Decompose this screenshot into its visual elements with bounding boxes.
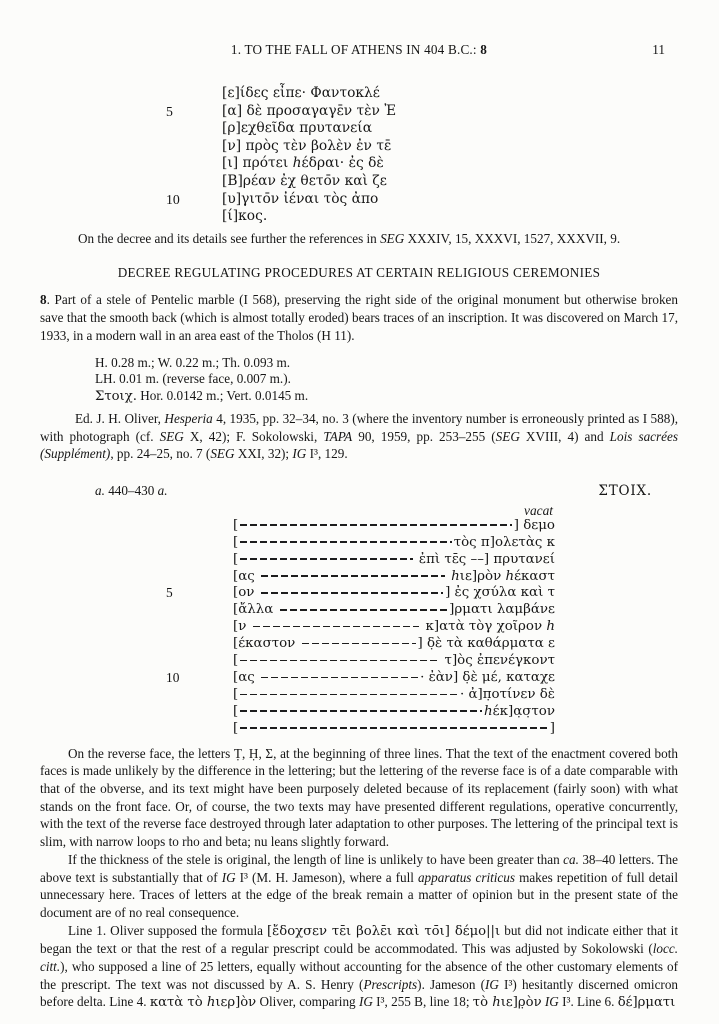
commentary-paragraph	[40, 851, 678, 922]
lacuna-dashes	[240, 524, 512, 526]
lacuna-open: [ας	[233, 669, 260, 685]
text-segment: ). Jameson (	[417, 976, 485, 992]
inscription-line	[166, 670, 678, 687]
line-number	[166, 518, 233, 535]
lacuna-open: [ας	[233, 568, 260, 584]
preserved-text: τὸς π]ολετὰς κ	[453, 534, 555, 550]
text-segment: XVIII, 4) and	[519, 428, 610, 444]
lacuna-dashes	[280, 609, 448, 611]
inscription-text	[233, 585, 555, 602]
inscription-line	[166, 518, 678, 535]
text-segment: 8	[40, 292, 47, 308]
text-segment: 90, 1959, pp. 253–255 (	[352, 428, 496, 444]
inscription-block-a	[166, 85, 678, 226]
lacuna-dashes	[240, 710, 482, 712]
text-segment: Lois sacrées (Supplément)	[40, 428, 678, 462]
text-segment: SEG	[159, 428, 184, 444]
text-segment: Hor. 0.0142 m.; Vert. 0.0145 m.	[136, 387, 309, 403]
line-number: 5	[166, 103, 173, 119]
lacuna-open: [	[233, 534, 239, 550]
line-number: 5	[166, 585, 173, 601]
text-segment: I³. Line 6.	[558, 994, 618, 1010]
line-number	[166, 653, 233, 670]
text-segment: IG	[358, 994, 373, 1010]
text-segment: Hesperia	[164, 411, 213, 427]
inscription-line	[166, 721, 678, 738]
text-segment: Oliver, comparing	[256, 994, 359, 1010]
text-segment: IG	[544, 994, 559, 1010]
inscription-text	[233, 653, 555, 670]
page-number: 11	[652, 42, 665, 57]
lacuna-dashes	[261, 592, 443, 594]
inscription-text	[233, 569, 555, 586]
editions-paragraph	[40, 410, 678, 463]
text-segment: 440–430	[104, 482, 158, 498]
text-segment: Στοιχ.	[95, 388, 137, 404]
text-segment: XXI, 32);	[234, 446, 293, 462]
preserved-text: ] δ̣ὲ τὰ καθάρματα ε	[417, 636, 555, 652]
preserved-text: ]	[549, 720, 555, 736]
lacuna-open: [	[233, 653, 239, 669]
inscription-line	[166, 173, 678, 191]
inscription-text	[233, 602, 555, 619]
text-segment: makes repetition of full detail unnecessary here. Traces of letters at the edge of the break remain a matter of opinion but in the present state of the document are of no real consequence.	[40, 869, 679, 920]
text-segment: I³) hesitantly discerned omicron before delta. Line 4.	[40, 976, 679, 1010]
reference-paragraph	[40, 230, 678, 248]
text-segment: On the decree and its details see further the references in	[78, 230, 381, 246]
text-segment: 4, 1935, pp. 32–34, no. 3 (where the inventory number is erroneously printed as I 588), with photograph (cf.	[40, 411, 679, 444]
text-segment: δέ]ρματι	[617, 995, 676, 1011]
line-number: 10	[166, 669, 180, 685]
text-segment: IG	[292, 446, 307, 462]
inscription-block-b	[166, 503, 678, 738]
measurement-line	[95, 371, 678, 387]
preserved-text: ] δεμο	[513, 517, 555, 533]
inscription-line	[166, 103, 678, 121]
measurement-line	[95, 388, 678, 405]
lacuna-dashes	[240, 727, 548, 729]
text-segment: Line 1. Oliver supposed the formula	[68, 922, 268, 938]
date-line	[40, 483, 678, 500]
inscription-text	[233, 704, 555, 721]
measurement-line	[95, 355, 678, 371]
line-number	[166, 85, 222, 103]
text-segment: I³ (M. H. Jameson), where a full	[235, 869, 418, 885]
line-number: 10	[166, 191, 180, 207]
lacuna-open: [	[233, 720, 239, 736]
lacuna-open: [	[233, 703, 239, 719]
section-heading: DECREE REGULATING PROCEDURES AT CERTAIN RELIGIOUS CEREMONIES	[117, 265, 601, 281]
inscription-line	[166, 138, 678, 156]
inscription-text	[233, 687, 555, 704]
inscription-line	[166, 569, 678, 586]
inscription-text	[233, 636, 555, 653]
preserved-text: · ἀ]π̣οτίνεν δὲ	[459, 686, 555, 702]
text-segment: On the reverse face, the letters Ṭ, Ḥ, Σ, at the beginning of three lines. That the text of the enactment covered both faces is made unlikely by the difference in the lettering; but the lettering of the reverse face is of a date comparable with that of the obverse, and its text might have been purposely deleted because of its replacement (fairly soon) with what stands on the front face. Or, of course, the two texts may have presented different regulations, operative concurrently, with the text of the reverse face destroyed through later adaptation to other purposes. The lettering of the principal text is slim, with narrow loops to rho and beta; nu leans slightly forward.	[40, 745, 678, 850]
text-segment: TAPA	[323, 428, 353, 444]
inscription-text: [ί]κος.	[222, 208, 268, 225]
preserved-text: · ἐὰν] δ̣ὲ μέ, καταχε	[420, 669, 555, 685]
text-segment: apparatus criticus	[417, 869, 516, 885]
lacuna-open: [	[233, 517, 239, 533]
text-segment: SEG	[210, 446, 235, 462]
text-segment: ), who supposed a line of 25 letters, equally without accounting for the absence of the other customary elements of the prescript. The text was not discussed by A. S. Henry (	[40, 959, 678, 992]
preserved-text: hιε]ρὸν hέκαστ	[451, 568, 555, 584]
line-number	[166, 208, 222, 226]
line-number	[166, 569, 233, 586]
text-segment: 38–40 letters. The above text is substantially that of	[40, 851, 678, 885]
text-segment: but did not indicate either that it began the text or that the rest of a regular prescript could be accommodated. This was adjusted by Sokolowski (	[40, 922, 678, 957]
inscription-line	[166, 535, 678, 552]
text-segment: Prescripts	[363, 976, 418, 992]
lacuna-dashes	[261, 575, 445, 577]
lacuna-dashes	[240, 541, 451, 543]
commentary-paragraph	[40, 922, 678, 1013]
text-segment: Ed. J. H. Oliver,	[75, 411, 165, 427]
preserved-text: hέκ]α̣σ̣τον	[484, 703, 555, 719]
inscription-line	[166, 602, 678, 619]
text-segment: κατὰ τὸ hιερ]ὸν	[149, 995, 257, 1011]
commentary	[40, 745, 678, 1013]
line-number	[166, 535, 233, 552]
inscription-text	[233, 619, 555, 636]
text-segment: [ἔδοχσεν τε̄ι βολε̄ι καὶ το̄ι] δέμο||ι	[267, 923, 501, 939]
inscription-text: [α] δὲ προσαγαγε̄ν τὲν Ἐ	[222, 102, 397, 119]
lacuna-dashes	[253, 626, 420, 628]
text-segment: . Part of a stele of Pentelic marble (I 568), preserving the right side of the original monument but otherwise broken save that the smooth back (which is almost totally eroded) bears traces of an inscription. It was discovered on March 17, 1933, in a modern wall in an area east of the Tholos (H 11).	[40, 292, 678, 343]
inscription-text	[233, 721, 555, 738]
inscription-text	[233, 552, 555, 569]
text-segment: τὸ hιε]ρ̣ὸν	[472, 995, 542, 1011]
running-head-item-number: 8	[480, 42, 488, 57]
text-segment: SEG	[380, 230, 405, 246]
inscription-line	[166, 155, 678, 173]
commentary-paragraph	[40, 745, 678, 851]
text-segment: H. 0.28 m.; W. 0.22 m.; Th. 0.093 m.	[95, 355, 291, 371]
running-head	[40, 42, 678, 58]
text-segment: X, 42); F. Sokolowski,	[183, 428, 324, 444]
lacuna-dashes	[240, 558, 412, 560]
inscription-line	[166, 653, 678, 670]
inscription-text	[233, 518, 555, 535]
line-number	[166, 138, 222, 156]
text-segment: locc. citt.	[40, 941, 678, 975]
inscription-line	[166, 619, 678, 636]
running-head-text: 1. TO THE FALL OF ATHENS IN 404 B.C.:	[230, 42, 481, 57]
line-number	[166, 155, 222, 173]
line-number	[166, 173, 222, 191]
lacuna-open: [ον	[233, 585, 259, 601]
preserved-text: ἐπὶ τε̄ς ––] πρυτανεί	[414, 551, 555, 567]
line-number	[166, 602, 233, 619]
text-segment: LH. 0.01 m. (reverse face, 0.007 m.).	[95, 371, 291, 387]
text-segment: ca.	[563, 851, 579, 867]
lacuna-open: [έκαστον	[233, 636, 300, 652]
text-segment: , pp. 24–25, no. 7 (	[110, 446, 211, 462]
text-segment: IG	[221, 869, 236, 885]
inscription-lines	[166, 518, 678, 738]
text-segment: I³, 255 B, line 18;	[372, 994, 473, 1010]
preserved-text: κ]ατὰ τὸγ χοῖρον h	[421, 619, 555, 635]
inscription-line	[166, 191, 678, 209]
inscription-text: [ι] πρότει hέδραι· ἐς δὲ	[222, 155, 384, 172]
inscription-text: [ρ]εχθεῖδα πρυτανεία	[222, 120, 373, 137]
text-segment: IG	[484, 976, 499, 992]
inscription-text: [υ]γιτο̄ν ἰέναι τὸς ἀπο	[222, 190, 379, 207]
line-number	[166, 721, 233, 738]
text-segment: If the thickness of the stele is original, the length of line is unlikely to have been greater than	[68, 851, 564, 867]
lacuna-open: [ἄλλα	[233, 602, 278, 618]
line-number	[166, 619, 233, 636]
text-segment: I³, 129.	[306, 446, 348, 462]
measurements-block	[95, 355, 678, 405]
inscription-text	[233, 670, 555, 687]
text-segment: a.	[95, 482, 105, 498]
inscription-line	[166, 687, 678, 704]
inscription-text: [ν] πρὸς τὲν βολὲν ἐν τε̄	[222, 137, 392, 154]
text-segment: a.	[157, 482, 168, 498]
date-range	[95, 483, 168, 500]
lacuna-open: [ν	[233, 619, 251, 635]
vacat-label: vacat	[524, 502, 553, 518]
inscription-line	[166, 120, 678, 138]
lacuna-open: [	[233, 551, 239, 567]
inscription-line	[166, 552, 678, 569]
inscription-line	[166, 85, 678, 103]
inscription-line	[166, 585, 678, 602]
lacuna-dashes	[240, 660, 438, 662]
inscription-line	[166, 704, 678, 721]
inscription-line	[166, 636, 678, 653]
line-number	[166, 704, 233, 721]
description-paragraph	[40, 291, 678, 344]
inscription-text: [Β]ρέαν ἐχ θετο̄ν καὶ ζε	[222, 172, 387, 189]
inscription-text: [ε]ίδες εἶπε· Φαντοκλέ	[222, 85, 380, 101]
text-segment: XXXIV, 15, XXXVI, 1527, XXXVII, 9.	[404, 230, 621, 246]
lacuna-open: [	[233, 686, 239, 702]
preserved-text: ]ρματι λαμβάνε	[449, 602, 555, 618]
inscription-text	[233, 535, 555, 552]
lacuna-dashes	[302, 643, 416, 645]
line-number	[166, 552, 233, 569]
text-segment: SEG	[495, 428, 520, 444]
line-number	[166, 687, 233, 704]
preserved-text: ] ἐς χσύλα καὶ τ	[445, 585, 555, 601]
preserved-text: τ]ὸς ἐπενέγκοντ	[440, 653, 555, 669]
lacuna-dashes	[261, 677, 418, 679]
page-header	[40, 42, 678, 59]
lacuna-dashes	[240, 694, 458, 696]
line-number	[166, 120, 222, 138]
inscription-line	[166, 208, 678, 226]
line-number	[166, 636, 233, 653]
stoichedon-label: ΣΤΟΙΧ.	[598, 482, 652, 499]
